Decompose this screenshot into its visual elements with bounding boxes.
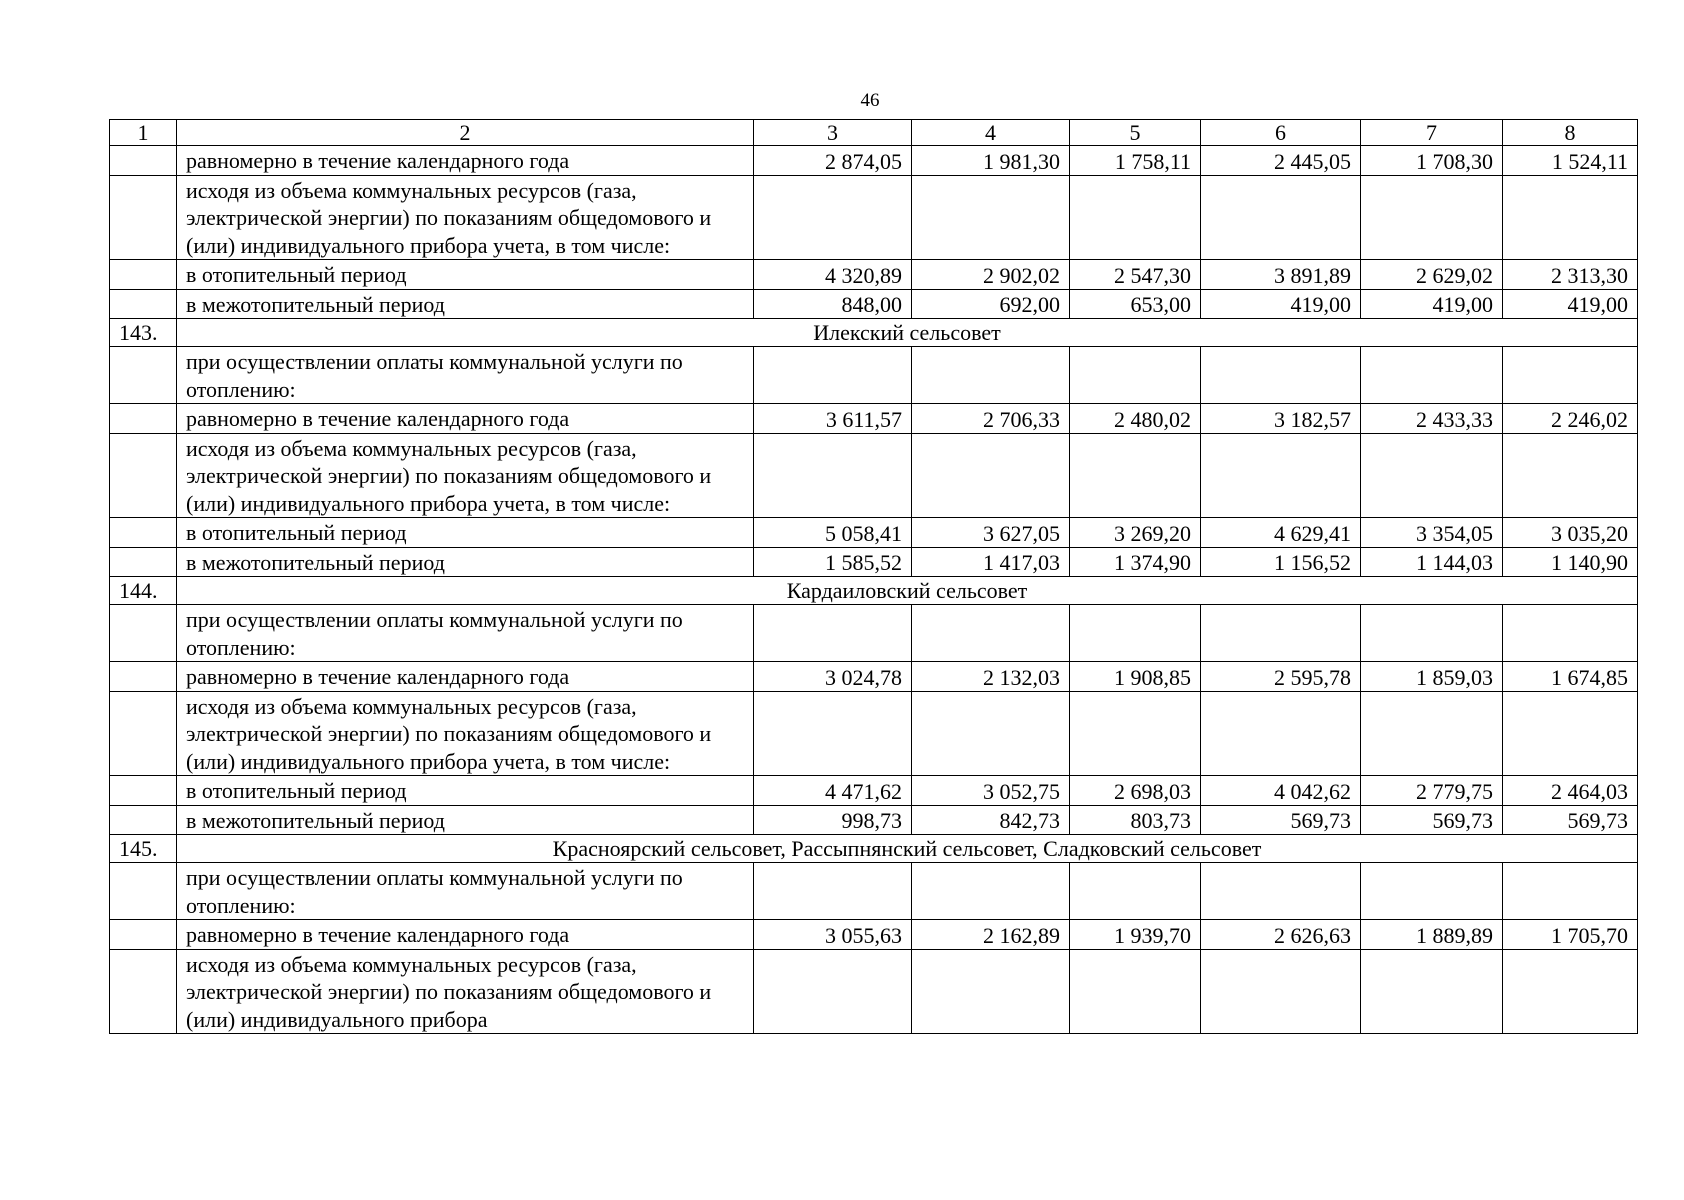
value-cell: 1 705,70 xyxy=(1503,920,1638,950)
value-cell xyxy=(912,691,1070,776)
value-cell: 848,00 xyxy=(754,289,912,319)
value-cell: 3 182,57 xyxy=(1201,404,1361,434)
table-row xyxy=(110,805,1638,835)
value-cell xyxy=(1201,433,1361,518)
column-number-row xyxy=(110,120,1638,146)
value-cell: 1 585,52 xyxy=(754,547,912,577)
row-label: равномерно в течение календарного года xyxy=(177,404,754,434)
value-cell: 1 889,89 xyxy=(1361,920,1503,950)
value-cell: 2 629,02 xyxy=(1361,260,1503,290)
value-cell: 3 052,75 xyxy=(912,776,1070,806)
value-cell: 1 674,85 xyxy=(1503,662,1638,692)
value-cell: 1 374,90 xyxy=(1070,547,1201,577)
value-cell: 2 246,02 xyxy=(1503,404,1638,434)
table-row-text xyxy=(110,863,1638,920)
value-cell: 1 758,11 xyxy=(1070,146,1201,176)
value-cell: 419,00 xyxy=(1503,289,1638,319)
row-number-cell xyxy=(110,289,177,319)
value-cell: 3 269,20 xyxy=(1070,518,1201,548)
value-cell: 2 547,30 xyxy=(1070,260,1201,290)
table-row xyxy=(110,260,1638,290)
value-cell xyxy=(1503,175,1638,260)
value-cell xyxy=(1503,347,1638,404)
value-cell xyxy=(912,949,1070,1034)
value-cell: 1 859,03 xyxy=(1361,662,1503,692)
row-label: равномерно в течение календарного года xyxy=(177,662,754,692)
row-number-cell xyxy=(110,605,177,662)
value-cell: 3 627,05 xyxy=(912,518,1070,548)
row-label: в отопительный период xyxy=(177,776,754,806)
value-cell xyxy=(1070,347,1201,404)
value-cell xyxy=(1201,605,1361,662)
value-cell xyxy=(912,347,1070,404)
column-number: 2 xyxy=(177,120,754,146)
column-number: 3 xyxy=(754,120,912,146)
value-cell xyxy=(754,433,912,518)
value-cell xyxy=(1361,605,1503,662)
value-cell: 2 706,33 xyxy=(912,404,1070,434)
value-cell xyxy=(1070,949,1201,1034)
table-row xyxy=(110,146,1638,176)
table-row-text xyxy=(110,175,1638,260)
row-number-cell xyxy=(110,547,177,577)
value-cell xyxy=(1361,175,1503,260)
value-cell xyxy=(1503,691,1638,776)
value-cell: 2 445,05 xyxy=(1201,146,1361,176)
value-cell xyxy=(754,605,912,662)
value-cell xyxy=(912,863,1070,920)
table-row-text xyxy=(110,605,1638,662)
row-number-cell xyxy=(110,805,177,835)
section-row xyxy=(110,835,1638,863)
row-number-cell xyxy=(110,146,177,176)
column-number: 6 xyxy=(1201,120,1361,146)
value-cell xyxy=(1361,347,1503,404)
value-cell xyxy=(754,347,912,404)
row-number-cell xyxy=(110,662,177,692)
table-body xyxy=(110,120,1638,1034)
value-cell xyxy=(754,949,912,1034)
value-cell xyxy=(1070,175,1201,260)
table-row xyxy=(110,920,1638,950)
section-number: 144. xyxy=(110,577,177,605)
value-cell: 2 433,33 xyxy=(1361,404,1503,434)
row-label: в отопительный период xyxy=(177,518,754,548)
value-cell: 3 354,05 xyxy=(1361,518,1503,548)
table-row xyxy=(110,404,1638,434)
value-cell: 1 981,30 xyxy=(912,146,1070,176)
value-cell: 2 132,03 xyxy=(912,662,1070,692)
value-cell: 1 156,52 xyxy=(1201,547,1361,577)
value-cell xyxy=(912,605,1070,662)
row-label: в межотопительный период xyxy=(177,289,754,319)
value-cell: 1 524,11 xyxy=(1503,146,1638,176)
row-number-cell xyxy=(110,920,177,950)
value-cell: 419,00 xyxy=(1361,289,1503,319)
value-cell: 842,73 xyxy=(912,805,1070,835)
row-label: при осуществлении оплаты коммунальной услуги по отоплению: xyxy=(177,605,754,662)
value-cell: 803,73 xyxy=(1070,805,1201,835)
column-number: 8 xyxy=(1503,120,1638,146)
row-number-cell xyxy=(110,518,177,548)
value-cell: 3 055,63 xyxy=(754,920,912,950)
row-number-cell xyxy=(110,404,177,434)
value-cell: 419,00 xyxy=(1201,289,1361,319)
section-title: Кардаиловский сельсовет xyxy=(177,577,1638,605)
value-cell: 1 144,03 xyxy=(1361,547,1503,577)
row-label: в межотопительный период xyxy=(177,547,754,577)
value-cell: 653,00 xyxy=(1070,289,1201,319)
table-row xyxy=(110,289,1638,319)
value-cell: 998,73 xyxy=(754,805,912,835)
section-row xyxy=(110,577,1638,605)
value-cell: 569,73 xyxy=(1201,805,1361,835)
value-cell xyxy=(754,175,912,260)
table-row xyxy=(110,518,1638,548)
value-cell: 4 629,41 xyxy=(1201,518,1361,548)
value-cell xyxy=(754,691,912,776)
value-cell: 2 313,30 xyxy=(1503,260,1638,290)
value-cell: 1 140,90 xyxy=(1503,547,1638,577)
value-cell xyxy=(1503,605,1638,662)
value-cell: 692,00 xyxy=(912,289,1070,319)
row-label: исходя из объема коммунальных ресурсов (газа, электрической энергии) по показаниям общедомового и (или) индивидуального прибора учета, в том числе: xyxy=(177,175,754,260)
column-number: 5 xyxy=(1070,120,1201,146)
row-number-cell xyxy=(110,949,177,1034)
table-row-text xyxy=(110,347,1638,404)
section-title: Красноярский сельсовет, Рассыпнянский сельсовет, Сладковский сельсовет xyxy=(177,835,1638,863)
value-cell xyxy=(1201,863,1361,920)
value-cell xyxy=(912,175,1070,260)
row-label: в отопительный период xyxy=(177,260,754,290)
value-cell: 1 417,03 xyxy=(912,547,1070,577)
value-cell: 3 611,57 xyxy=(754,404,912,434)
value-cell: 1 708,30 xyxy=(1361,146,1503,176)
value-cell: 2 464,03 xyxy=(1503,776,1638,806)
row-label: исходя из объема коммунальных ресурсов (газа, электрической энергии) по показаниям общедомового и (или) индивидуального прибора учета, в том числе: xyxy=(177,433,754,518)
value-cell xyxy=(1361,863,1503,920)
value-cell xyxy=(1503,863,1638,920)
table-row-text xyxy=(110,691,1638,776)
row-label: равномерно в течение календарного года xyxy=(177,920,754,950)
value-cell: 5 058,41 xyxy=(754,518,912,548)
value-cell xyxy=(754,863,912,920)
table-row xyxy=(110,547,1638,577)
row-number-cell xyxy=(110,433,177,518)
section-title: Илекский сельсовет xyxy=(177,319,1638,347)
value-cell: 2 779,75 xyxy=(1361,776,1503,806)
row-number-cell xyxy=(110,776,177,806)
value-cell: 2 162,89 xyxy=(912,920,1070,950)
value-cell: 569,73 xyxy=(1361,805,1503,835)
section-number: 145. xyxy=(110,835,177,863)
column-number: 7 xyxy=(1361,120,1503,146)
value-cell: 3 891,89 xyxy=(1201,260,1361,290)
value-cell xyxy=(1201,949,1361,1034)
value-cell: 1 939,70 xyxy=(1070,920,1201,950)
row-number-cell xyxy=(110,691,177,776)
value-cell: 3 024,78 xyxy=(754,662,912,692)
value-cell xyxy=(1201,175,1361,260)
value-cell: 4 471,62 xyxy=(754,776,912,806)
row-number-cell xyxy=(110,260,177,290)
column-number: 1 xyxy=(110,120,177,146)
row-number-cell xyxy=(110,863,177,920)
value-cell: 2 698,03 xyxy=(1070,776,1201,806)
value-cell: 2 874,05 xyxy=(754,146,912,176)
row-label: при осуществлении оплаты коммунальной услуги по отоплению: xyxy=(177,863,754,920)
section-number: 143. xyxy=(110,319,177,347)
value-cell xyxy=(1070,433,1201,518)
tariff-table xyxy=(109,119,1638,1034)
value-cell xyxy=(912,433,1070,518)
row-label: исходя из объема коммунальных ресурсов (газа, электрической энергии) по показаниям общедомового и (или) индивидуального прибора xyxy=(177,949,754,1034)
value-cell: 569,73 xyxy=(1503,805,1638,835)
value-cell xyxy=(1070,863,1201,920)
value-cell: 3 035,20 xyxy=(1503,518,1638,548)
value-cell: 2 626,63 xyxy=(1201,920,1361,950)
value-cell: 2 902,02 xyxy=(912,260,1070,290)
row-number-cell xyxy=(110,347,177,404)
row-label: равномерно в течение календарного года xyxy=(177,146,754,176)
table-row xyxy=(110,662,1638,692)
row-label: при осуществлении оплаты коммунальной услуги по отоплению: xyxy=(177,347,754,404)
table-row xyxy=(110,776,1638,806)
page-number: 46 xyxy=(860,90,880,111)
table-row-text xyxy=(110,949,1638,1034)
value-cell xyxy=(1070,691,1201,776)
value-cell: 4 042,62 xyxy=(1201,776,1361,806)
value-cell: 4 320,89 xyxy=(754,260,912,290)
value-cell xyxy=(1361,691,1503,776)
row-number-cell xyxy=(110,175,177,260)
value-cell: 2 480,02 xyxy=(1070,404,1201,434)
row-label: исходя из объема коммунальных ресурсов (газа, электрической энергии) по показаниям общедомового и (или) индивидуального прибора учета, в том числе: xyxy=(177,691,754,776)
row-label: в межотопительный период xyxy=(177,805,754,835)
value-cell xyxy=(1361,949,1503,1034)
value-cell: 1 908,85 xyxy=(1070,662,1201,692)
value-cell: 2 595,78 xyxy=(1201,662,1361,692)
value-cell xyxy=(1361,433,1503,518)
section-row xyxy=(110,319,1638,347)
column-number: 4 xyxy=(912,120,1070,146)
value-cell xyxy=(1070,605,1201,662)
table-row-text xyxy=(110,433,1638,518)
value-cell xyxy=(1201,347,1361,404)
value-cell xyxy=(1201,691,1361,776)
value-cell xyxy=(1503,949,1638,1034)
value-cell xyxy=(1503,433,1638,518)
